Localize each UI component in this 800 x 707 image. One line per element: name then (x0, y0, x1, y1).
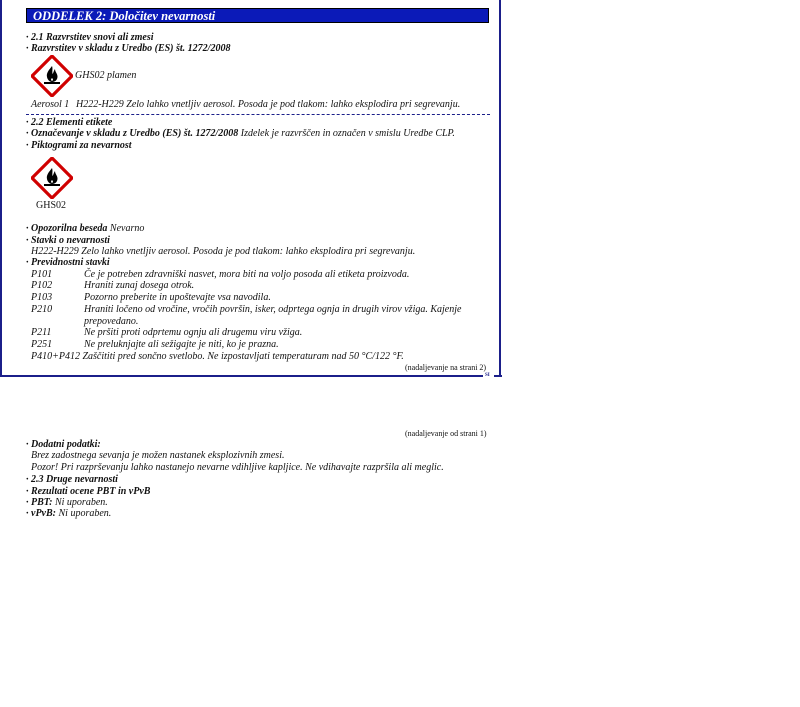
vpvb-label: · vPvB: (26, 508, 56, 519)
section-divider (26, 114, 490, 115)
pictogram-label: GHS02 plamen (75, 70, 137, 81)
heading-2-2: · 2.2 Elementi etikete (26, 117, 113, 128)
heading-classification: · Razvrstitev v skladu z Uredbo (ES) št. 1272/2008 (26, 43, 231, 54)
signal-value: Nevarno (109, 223, 145, 234)
labeling-heading: · Označevanje v skladu z Uredbo (ES) št. 1272/2008 (26, 128, 239, 139)
labeling-text: Izdelek je razvrščen in označen v smislu Uredbe CLP. (240, 128, 455, 139)
heading-additional-info: · Dodatni podatki: (26, 439, 101, 450)
aerosol-class: Aerosol 1 (31, 99, 70, 110)
precaution-code: P251 (31, 339, 53, 350)
heading-pbt-results: · Rezultati ocene PBT in vPvB (26, 486, 151, 497)
pbt-line (26, 497, 108, 508)
vpvb-line (26, 508, 111, 519)
signal-word-line (26, 223, 144, 234)
pictogram-code: GHS02 (36, 200, 67, 211)
heading-2-3: · 2.3 Druge nevarnosti (26, 474, 118, 485)
precaution-text-continued: prepovedano. (84, 316, 139, 327)
precaution-text: Hraniti ločeno od vročine, vročih površin, isker, odprtega ognja in drugih virov vžiga. Kajenje (84, 304, 462, 315)
precaution-code: P101 (31, 269, 53, 280)
frame-border-bottom-tail (494, 375, 502, 377)
page-1 (0, 0, 502, 377)
heading-2-1: · 2.1 Razvrstitev snovi ali zmesi (26, 32, 154, 43)
precaution-text: Če je potreben zdravniški nasvet, mora biti na voljo posoda ali etiketa proizvoda. (84, 269, 410, 280)
flame-pictogram-icon (31, 55, 73, 97)
heading-pictograms: · Piktogrami za nevarnost (26, 140, 132, 151)
continued-next-note: (nadaljevanje na strani 2) (405, 363, 487, 372)
precaution-code: P102 (31, 280, 53, 291)
precaution-text: Pozorno preberite in upoštevajte vsa navodila. (84, 292, 271, 303)
language-mark: SI (485, 373, 490, 378)
precaution-text: Ne preluknjajte ali sežigajte je niti, ko je prazna. (84, 339, 279, 350)
frame-border-bottom (0, 375, 483, 377)
additional-info-line: Brez zadostnega sevanja je možen nastanek eksplozivnih zmesi. (31, 450, 285, 461)
precaution-code: P103 (31, 292, 53, 303)
frame-border-left (0, 0, 2, 377)
precaution-p410: P410+P412 Zaščititi pred sončno svetlobo. Ne izpostavljati temperaturam nad 50 °C/122 °F. (31, 351, 404, 362)
precaution-text: Hraniti zunaj dosega otrok. (84, 280, 195, 291)
section-header: ODDELEK 2: Določitev nevarnosti (26, 8, 489, 23)
pbt-label: · PBT: (26, 497, 53, 508)
signal-heading: · Opozorilna beseda (26, 223, 108, 234)
precaution-code: P210 (31, 304, 53, 315)
frame-border-right (499, 0, 501, 376)
labeling-line (26, 128, 455, 139)
heading-precautionary: · Previdnostni stavki (26, 257, 110, 268)
hazard-statement: H222-H229 Zelo lahko vnetljiv aerosol. Posoda je pod tlakom: lahko eksplodira pri segrevanju. (31, 246, 416, 257)
heading-hazard-statements: · Stavki o nevarnosti (26, 235, 110, 246)
vpvb-value: Ni uporaben. (58, 508, 112, 519)
pbt-value: Ni uporaben. (54, 497, 108, 508)
flame-pictogram-icon (31, 157, 73, 199)
precaution-code: P211 (31, 327, 52, 338)
precaution-text: Ne pršiti proti odprtemu ognju ali drugemu viru vžiga. (84, 327, 303, 338)
aerosol-hazard-text: H222-H229 Zelo lahko vnetljiv aerosol. Posoda je pod tlakom: lahko eksplodira pri segrevanju. (76, 99, 461, 110)
additional-info-line: Pozor! Pri razprševanju lahko nastanejo nevarne vdihljive kapljice. Ne vdihavajte razpršila ali meglic. (31, 462, 444, 473)
continued-from-note: (nadaljevanje od strani 1) (405, 429, 487, 438)
